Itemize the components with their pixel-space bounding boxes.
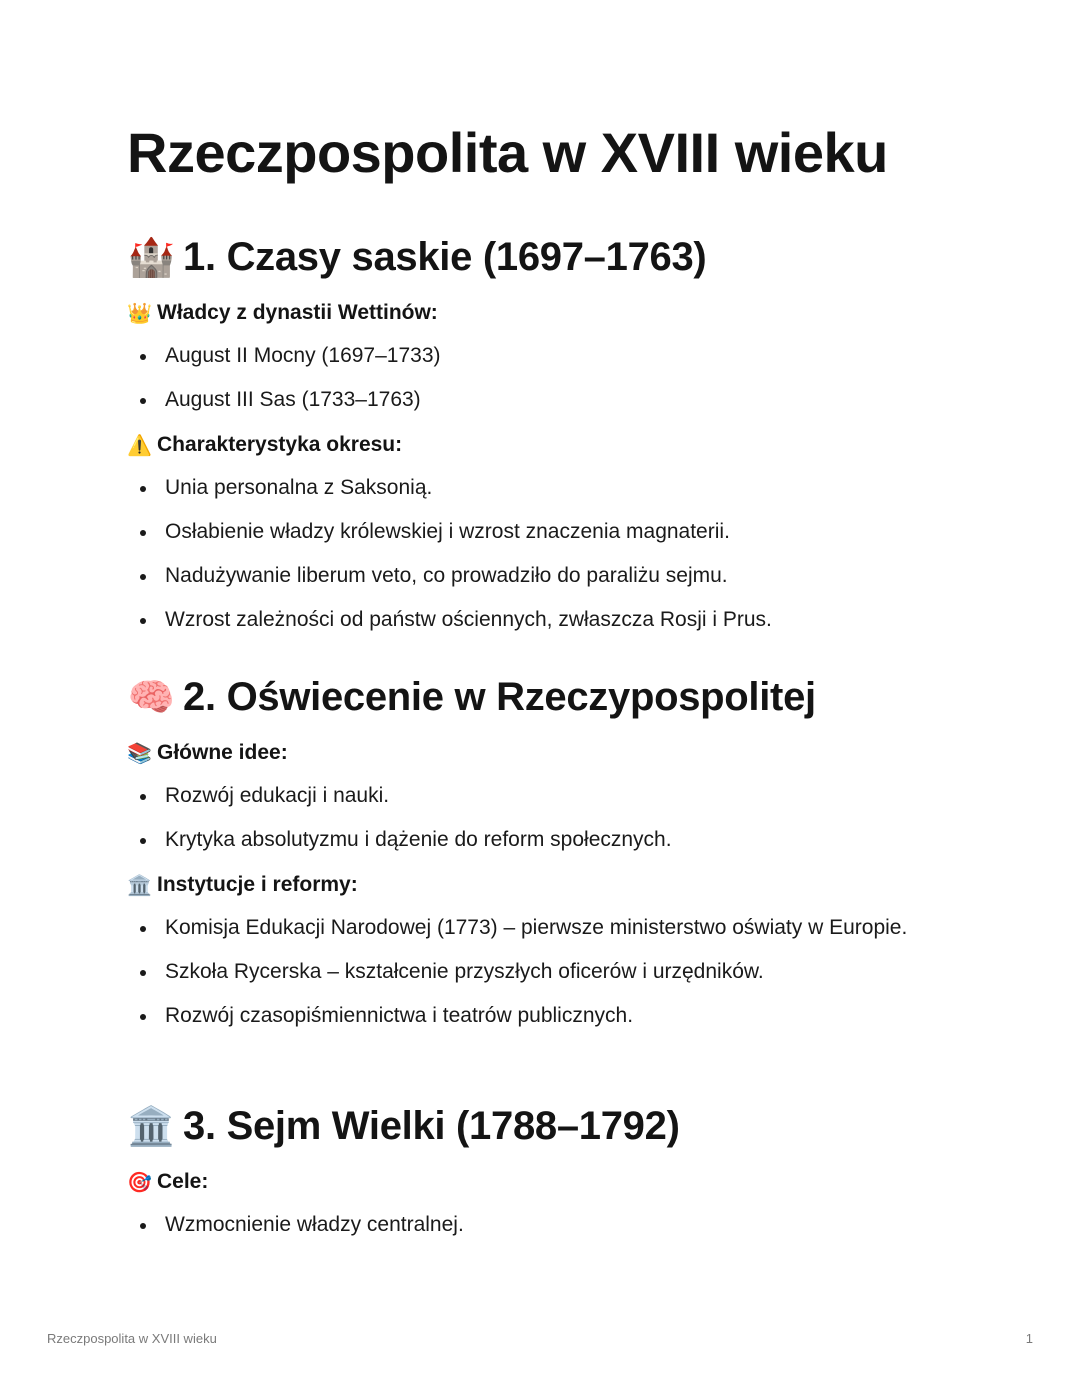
bullet-icon xyxy=(140,838,146,844)
bullet-list xyxy=(127,1209,957,1241)
page-number: 1 xyxy=(1025,1331,1033,1346)
subheading xyxy=(127,298,957,328)
bullet-icon xyxy=(140,574,146,580)
subheading xyxy=(127,1167,957,1197)
section-oswiecenie xyxy=(127,670,957,1032)
list-item: Rozwój czasopiśmiennictwa i teatrów publicznych. xyxy=(127,1000,957,1032)
subheading-text: Cele: xyxy=(157,1170,209,1193)
bullet-icon xyxy=(140,970,146,976)
bullet-icon xyxy=(140,530,146,536)
section-heading-text: 3. Sejm Wielki (1788–1792) xyxy=(183,1103,680,1148)
list-item: Nadużywanie liberum veto, co prowadziło do paraliżu sejmu. xyxy=(127,560,957,592)
subheading xyxy=(127,430,957,460)
target-icon: 🎯 xyxy=(127,1170,152,1194)
list-item: Krytyka absolutyzmu i dążenie do reform społecznych. xyxy=(127,824,957,856)
subheading-text: Instytucje i reformy: xyxy=(157,873,358,896)
section-czasy-saskie xyxy=(127,230,957,636)
brain-icon: 🧠 xyxy=(127,675,175,719)
books-icon: 📚 xyxy=(127,741,152,765)
bullet-icon xyxy=(140,618,146,624)
warning-icon: ⚠️ xyxy=(127,433,152,457)
bullet-icon xyxy=(140,486,146,492)
crown-icon: 👑 xyxy=(127,301,152,325)
section-heading xyxy=(127,670,957,724)
bullet-list xyxy=(127,780,957,856)
list-item: Wzrost zależności od państw ościennych, zwłaszcza Rosji i Prus. xyxy=(127,604,957,636)
bullet-list xyxy=(127,340,957,416)
page-title: Rzeczpospolita w XVIII wieku xyxy=(127,121,888,184)
list-item: Unia personalna z Saksonią. xyxy=(127,472,957,504)
list-item: August II Mocny (1697–1733) xyxy=(127,340,957,372)
section-sejm-wielki xyxy=(127,1099,957,1241)
bullet-icon xyxy=(140,1014,146,1020)
bullet-icon xyxy=(140,354,146,360)
section-heading-text: 1. Czasy saskie (1697–1763) xyxy=(183,234,707,279)
subheading-text: Główne idee: xyxy=(157,741,288,764)
footer-title: Rzeczpospolita w XVIII wieku xyxy=(47,1331,217,1346)
section-heading xyxy=(127,1099,957,1153)
subheading xyxy=(127,738,957,768)
bullet-icon xyxy=(140,398,146,404)
bullet-icon xyxy=(140,794,146,800)
bullet-list xyxy=(127,472,957,636)
list-item: Wzmocnienie władzy centralnej. xyxy=(127,1209,957,1241)
classical-building-icon: 🏛️ xyxy=(127,1104,175,1148)
list-item: August III Sas (1733–1763) xyxy=(127,384,957,416)
bullet-icon xyxy=(140,1223,146,1229)
castle-icon: 🏰 xyxy=(127,235,175,279)
subheading-text: Charakterystyka okresu: xyxy=(157,433,403,456)
classical-building-icon: 🏛️ xyxy=(127,873,152,897)
subheading-text: Władcy z dynastii Wettinów: xyxy=(157,301,438,324)
list-item: Komisja Edukacji Narodowej (1773) – pierwsze ministerstwo oświaty w Europie. xyxy=(127,912,957,944)
bullet-list xyxy=(127,912,957,1032)
list-item: Rozwój edukacji i nauki. xyxy=(127,780,957,812)
list-item: Szkoła Rycerska – kształcenie przyszłych oficerów i urzędników. xyxy=(127,956,957,988)
section-heading xyxy=(127,230,957,284)
section-heading-text: 2. Oświecenie w Rzeczypospolitej xyxy=(183,674,816,719)
list-item: Osłabienie władzy królewskiej i wzrost znaczenia magnaterii. xyxy=(127,516,957,548)
bullet-icon xyxy=(140,926,146,932)
subheading xyxy=(127,870,957,900)
